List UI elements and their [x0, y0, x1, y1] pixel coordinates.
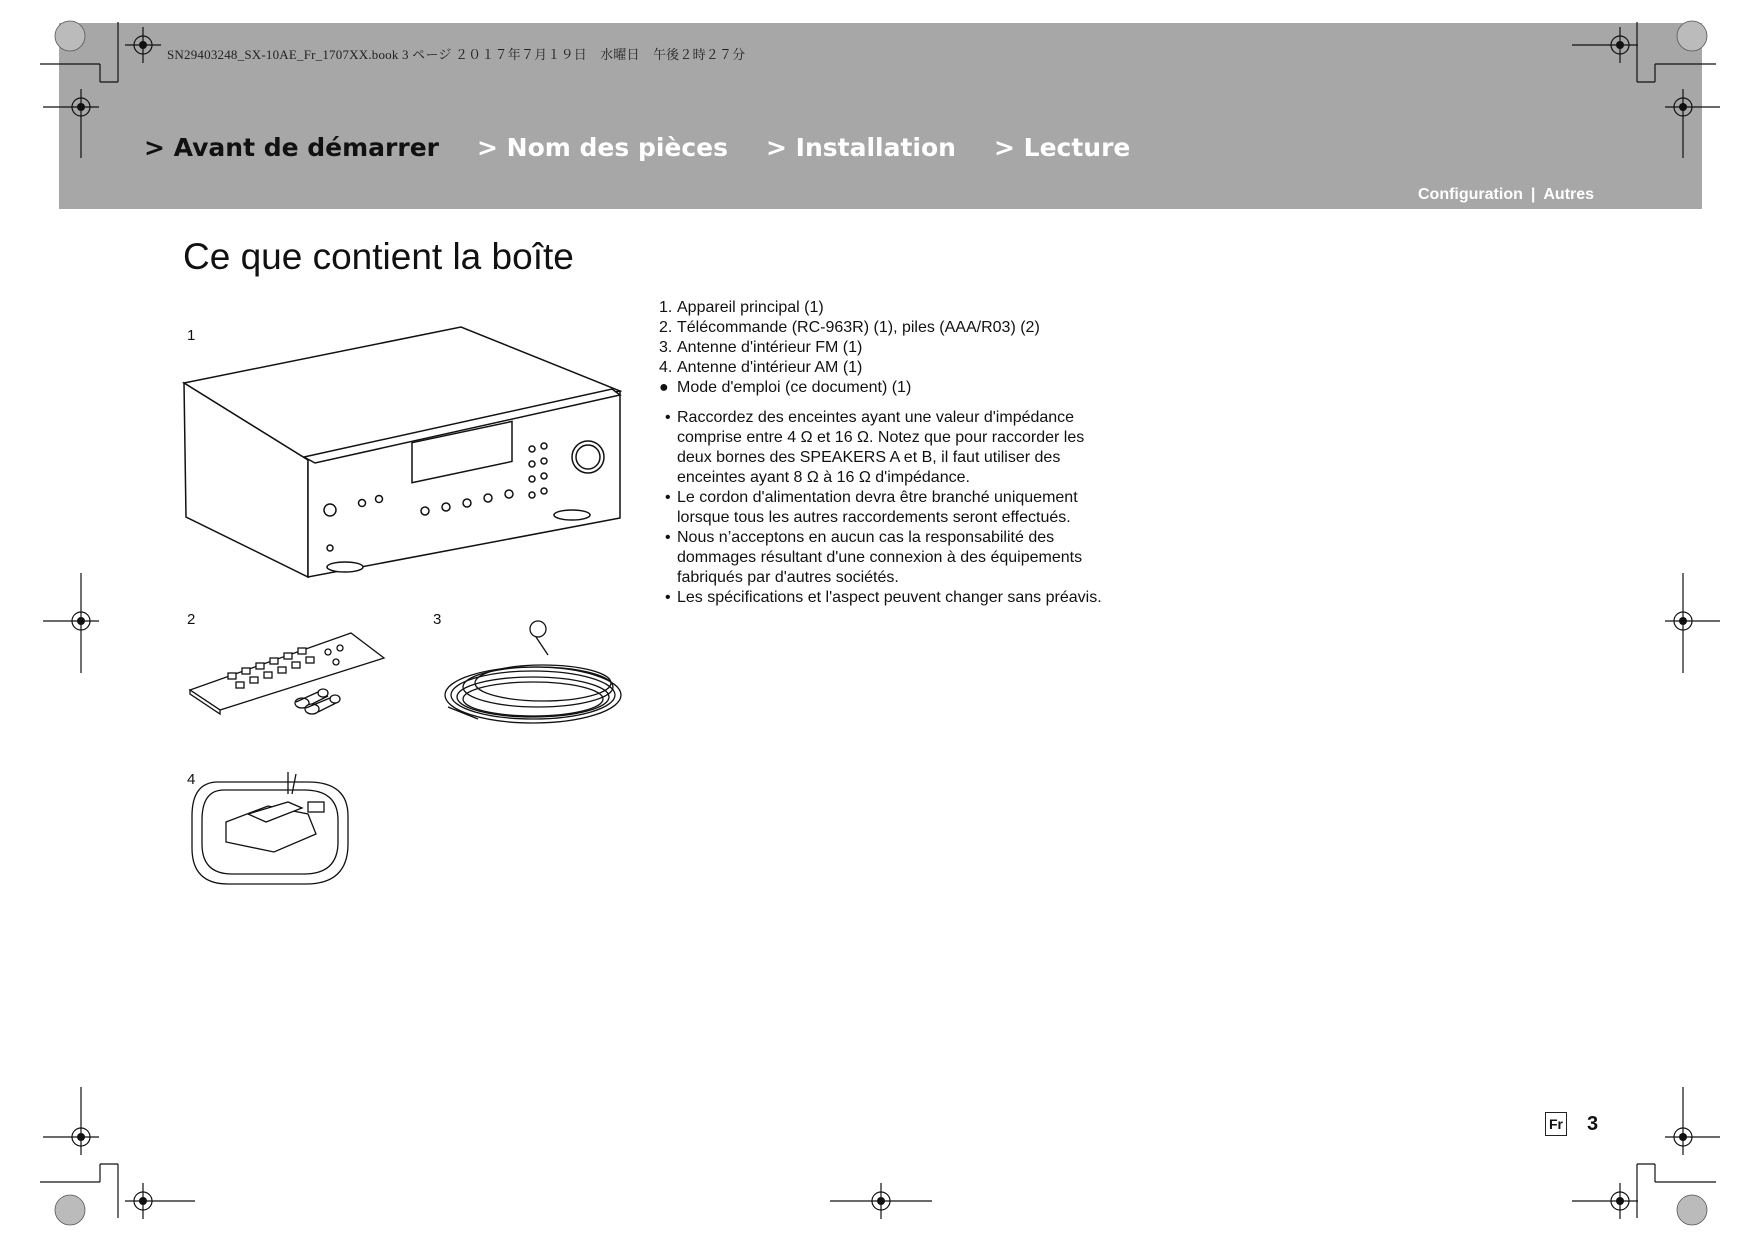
section-nav: [144, 133, 1168, 162]
item-number: 3.: [659, 339, 673, 356]
page-title: Ce que contient la boîte: [183, 236, 574, 277]
note-text: Raccordez des enceintes ayant une valeur d'impédance comprise entre 4 Ω et 16 Ω. Notez que pour raccorder les deux bornes des SPEAKERS A et B, il faut utiliser des enceintes ayant 8 Ω à 16 Ω d'impédance.: [677, 409, 1085, 486]
main-unit-illustration: [180, 325, 625, 580]
page-number: 3: [1587, 1112, 1599, 1135]
am-loop-antenna-illustration: [188, 764, 358, 890]
note-text: Le cordon d'alimentation devra être branché uniquement lorsque tous les autres raccordements seront effectués.: [677, 489, 1078, 526]
sub-nav: [1418, 186, 1594, 204]
note-bullet: •: [665, 489, 671, 506]
list-item: [659, 358, 1119, 378]
notes-list: [659, 408, 1119, 608]
contents-list: [659, 298, 1119, 608]
item-text: Télécommande (RC-963R) (1), piles (AAA/R03) (2): [677, 319, 1040, 336]
list-item: [659, 338, 1119, 358]
note-bullet: •: [665, 529, 671, 546]
list-item: [659, 298, 1119, 318]
list-item: [659, 318, 1119, 338]
list-item: [659, 378, 1119, 398]
book-file-line: SN29403248_SX-10AE_Fr_1707XX.book 3 ページ ２０１７年７月１９日 水曜日 午後２時２７分: [167, 47, 746, 62]
item-text: Appareil principal (1): [677, 299, 824, 316]
subnav-separator: |: [1530, 186, 1536, 203]
fm-antenna-illustration: [438, 615, 623, 730]
note-bullet: •: [665, 409, 671, 426]
note-item: [659, 528, 1119, 588]
item-text: Mode d'emploi (ce document) (1): [677, 379, 912, 396]
note-bullet: •: [665, 589, 671, 606]
subnav-autres[interactable]: Autres: [1543, 186, 1595, 203]
item-number: 1.: [659, 299, 673, 316]
item-number: 2.: [659, 319, 673, 336]
note-item: [659, 588, 1119, 608]
nav-nom-des-pieces[interactable]: > Nom des pièces: [477, 133, 729, 162]
item-text: Antenne d'intérieur FM (1): [677, 339, 863, 356]
note-text: Les spécifications et l'aspect peuvent changer sans préavis.: [677, 589, 1102, 606]
item-bullet: ●: [659, 379, 669, 396]
nav-installation[interactable]: > Installation: [766, 133, 956, 162]
figure-2-number: 2: [187, 611, 196, 628]
remote-control-illustration: [188, 618, 388, 718]
page-footer: [1545, 1112, 1598, 1136]
note-item: [659, 488, 1119, 528]
item-text: Antenne d'intérieur AM (1): [677, 359, 863, 376]
note-item: [659, 408, 1119, 488]
nav-avant-de-demarrer[interactable]: > Avant de démarrer: [144, 133, 439, 162]
item-number: 4.: [659, 359, 673, 376]
subnav-configuration[interactable]: Configuration: [1418, 186, 1523, 203]
note-text: Nous n’acceptons en aucun cas la responsabilité des dommages résultant d'une connexion à des équipements fabriqués par d'autres sociétés.: [677, 529, 1083, 586]
language-badge: Fr: [1545, 1112, 1567, 1136]
figure-4-number: 4: [187, 771, 196, 788]
figure-3-number: 3: [433, 611, 442, 628]
figure-1-number: 1: [187, 327, 196, 344]
nav-lecture[interactable]: > Lecture: [993, 133, 1131, 162]
